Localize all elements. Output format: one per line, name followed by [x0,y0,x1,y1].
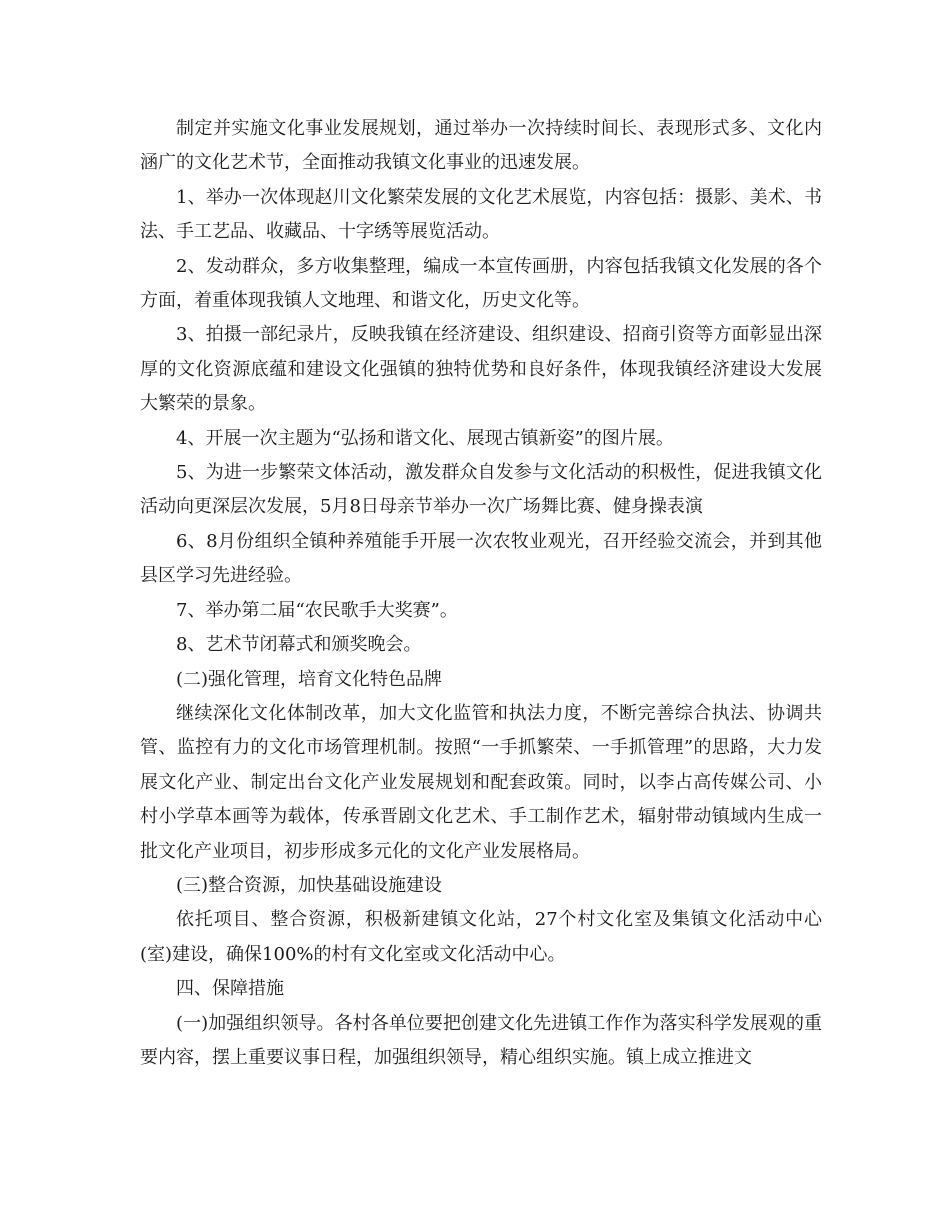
paragraph-2: 1、举办一次体现赵川文化繁荣发展的文化艺术展览，内容包括：摄影、美术、书法、手工艺品、收藏品、十字绣等展览活动。 [140,186,822,243]
paragraph-6: 5、为进一步繁荣文体活动，激发群众自发参与文化活动的积极性，促进我镇文化活动向更深层次发展，5月8日母亲节举办一次广场舞比赛、健身操表演 [140,462,822,518]
paragraph-5: 4、开展一次主题为“弘扬和谐文化、展现古镇新姿”的图片展。 [176,427,674,449]
paragraph-4: 3、拍摄一部纪录片，反映我镇在经济建设、组织建设、招商引资等方面彰显出深厚的文化资源底蕴和建设文化强镇的独特优势和良好条件，体现我镇经济建设大发展大繁荣的景象。 [140,324,822,415]
paragraph-10: 继续深化文化体制改革，加大文化监管和执法力度，不断完善综合执法、协调共管、监控有力的文化市场管理机制。按照“一手抓繁荣、一手抓管理”的思路，大力发展文化产业、制定出台文化产业发展规划和配套政策。同时，以李占高传媒公司、小村小学草本画等为载体，传承晋剧文化艺术、手工制作艺术，辐射带动镇域内生成一批文化产业项目，初步形成多元化的文化产业发展格局。 [140,702,822,862]
paragraph-3: 2、发动群众，多方收集整理，编成一本宣传画册，内容包括我镇文化发展的各个方面，着重体现我镇人文地理、和谐文化，历史文化等。 [140,255,822,312]
document-body [140,112,822,1075]
paragraph-11: 依托项目、整合资源，积极新建镇文化站，27个村文化室及集镇文化活动中心(室)建设，确保100%的村有文化室或文化活动中心。 [140,909,822,965]
section-heading-3: (三)整合资源，加快基础设施建设 [176,874,443,896]
paragraph-1: 制定并实施文化事业发展规划，通过举办一次持续时间长、表现形式多、文化内涵广的文化艺术节，全面推动我镇文化事业的迅速发展。 [140,118,822,174]
paragraph-8: 7、举办第二届“农民歌手大奖赛”。 [176,599,458,621]
paragraph-12: (一)加强组织领导。各村各单位要把创建文化先进镇工作作为落实科学发展观的重要内容，摆上重要议事日程，加强组织领导，精心组织实施。镇上成立推进文 [140,1012,822,1068]
section-heading-2: (二)强化管理，培育文化特色品牌 [176,668,443,690]
section-heading-4: 四、保障措施 [176,978,284,1000]
paragraph-9: 8、艺术节闭幕式和颁奖晚会。 [176,634,422,656]
paragraph-7: 6、8月份组织全镇种养殖能手开展一次农牧业观光，召开经验交流会，并到其他县区学习先进经验。 [140,530,822,587]
